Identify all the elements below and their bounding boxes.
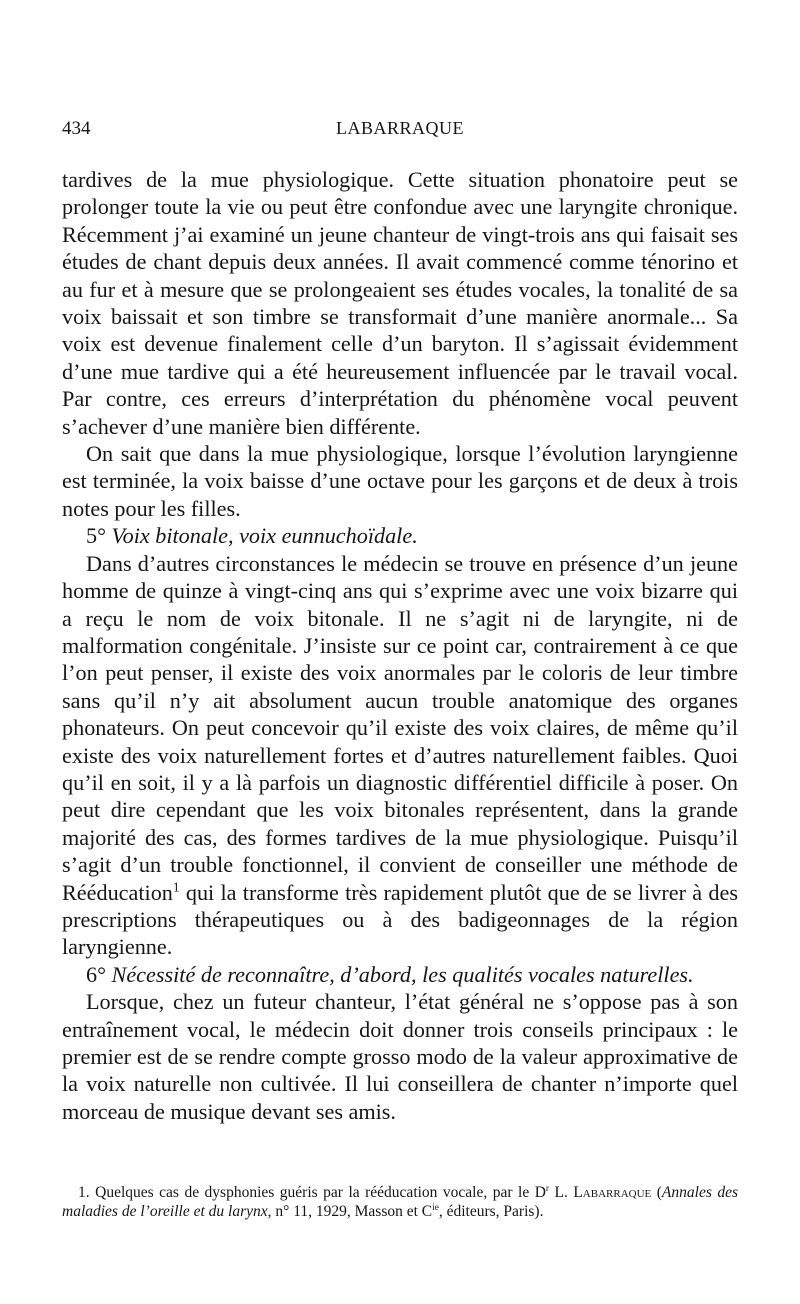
running-head: LABARRAQUE bbox=[335, 118, 464, 138]
paragraph-3 bbox=[62, 550, 738, 961]
section-heading-6 bbox=[62, 961, 738, 988]
footnote-journal: Annales des maladies de l’oreille et du larynx bbox=[62, 1184, 739, 1220]
paragraph-4: Lorsque, chez un futeur chanteur, l’état général ne s’oppose pas à son entraînement vocal, le médecin doit donner trois conseils principaux : le premier est de se rendre compte grosso modo de la valeur approximative de la voix naturelle non cultivée. Il lui conseillera de chanter n’importe quel morceau de musique devant ses amis. bbox=[62, 989, 738, 1124]
section-title-5: Voix bitonale, voix eunnuchoïdale. bbox=[111, 523, 418, 549]
footnote-text-c: , n° 11, 1929, Masson et C bbox=[267, 1203, 433, 1220]
footnote-reference: 1 bbox=[172, 879, 180, 895]
footnote-cie-superscript: ie bbox=[432, 1202, 439, 1213]
section-number-5: 5° bbox=[86, 523, 106, 549]
section-heading-5 bbox=[62, 522, 738, 549]
paragraph-2: On sait que dans la mue physiologique, lorsque l’évolution laryngienne est terminée, la voix baisse d’une octave pour les garçons et de deux à trois notes pour les filles. bbox=[62, 441, 738, 521]
footnote-number: 1. bbox=[78, 1184, 90, 1201]
footnote-1 bbox=[62, 1183, 738, 1221]
page-number: 434 bbox=[62, 118, 91, 139]
footnotes bbox=[62, 1183, 738, 1221]
section-title-6: Nécessité de reconnaître, d’abord, les qualités vocales naturelles. bbox=[111, 961, 694, 987]
footnote-author: L. Labarraque bbox=[554, 1184, 652, 1201]
body-text bbox=[62, 166, 738, 1125]
paragraph-1: tardives de la mue physiologique. Cette situation phonatoire peut se prolonger toute la vie ou peut être confondue avec une laryngite chronique. Récemment j’ai examiné un jeune chanteur de vingt-trois ans qui faisait ses études de chant depuis deux années. Il avait commencé comme ténorino et au fur et à mesure que se prolongeaient ses études vocales, la tonalité de sa voix baissait et son timbre se transformait d’une manière anormale... Sa voix est devenue finalement celle d’un baryton. Il s’agissait évidemment d’une mue tardive qui a été heureusement influencée par le travail vocal. Par contre, ces erreurs d’interprétation du phénomène vocal peuvent s’achever d’une manière bien différente. bbox=[62, 167, 738, 439]
footnote-dr-superscript: r bbox=[545, 1183, 549, 1194]
footnote-text-b: ( bbox=[651, 1184, 662, 1201]
page-header bbox=[62, 118, 738, 148]
paragraph-3-part-b: qui la transforme très rapidement plutôt que de se livrer à des prescriptions thérapeutiques ou à des badigeonnages de la région laryngienne. bbox=[62, 879, 738, 960]
section-number-6: 6° bbox=[86, 961, 106, 987]
footnote-text-d: , éditeurs, Paris). bbox=[438, 1203, 544, 1220]
paragraph-3-part-a: Dans d’autres circonstances le médecin se trouve en présence d’un jeune homme de quinze à vingt-cinq ans qui s’exprime avec une voix bizarre qui a reçu le nom de voix bitonale. Il ne s’agit ni de laryngite, ni de malformation congénitale. J’insiste sur ce point car, contrairement à ce que l’on peut penser, il existe des voix anormales par le coloris de leur timbre sans qu’il n’y ait absolument aucun trouble anatomique des organes phonateurs. On peut concevoir qu’il existe des voix claires, de même qu’il existe des voix naturellement fortes et d’autres naturellement faibles. Quoi qu’il en soit, il y a là parfois un diagnostic différentiel difficile à poser. On peut dire cependant que les voix bitonales représentent, dans la grande majorité des cas, des formes tardives de la mue physiologique. Puisqu’il s’agit d’un trouble fonctionnel, il convient de conseiller une méthode de Rééducation bbox=[62, 550, 738, 905]
footnote-text-a: Quelques cas de dysphonies guéris par la rééducation vocale, par le D bbox=[95, 1184, 546, 1201]
